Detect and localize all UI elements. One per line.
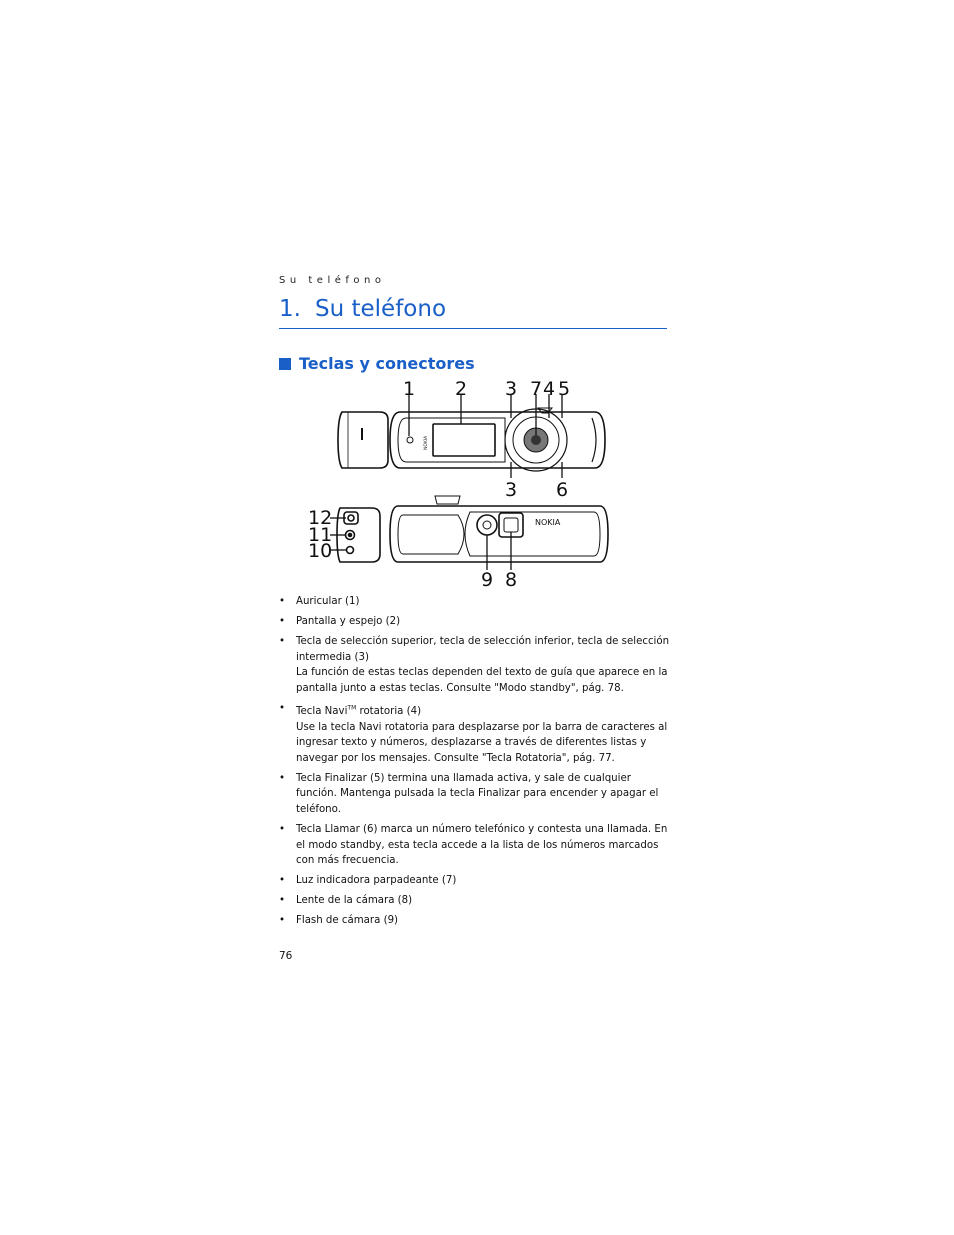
section-title	[279, 354, 475, 373]
callout-lines	[330, 394, 562, 570]
running-header: Su teléfono	[279, 275, 386, 286]
list-item	[279, 913, 674, 929]
list-item	[279, 822, 674, 869]
section-square-icon	[279, 358, 291, 370]
trademark-sup: TM	[347, 704, 357, 712]
callout-3-top: 3	[505, 378, 518, 400]
item-label-post: rotatoria (4)	[356, 706, 422, 718]
item-label: Luz indicadora parpadeante (7)	[296, 875, 457, 887]
item-label: Tecla Llamar (6) marca un número telefónico y contesta una llamada. En el modo standby, esta tecla accede a la lista de los números marcados con más frecuencia.	[296, 824, 668, 867]
callout-7: 7	[530, 378, 543, 400]
item-label-pre: Tecla Navi	[296, 706, 348, 718]
chapter-divider	[279, 328, 667, 329]
callout-4: 4	[543, 378, 556, 400]
item-label: Pantalla y espejo (2)	[296, 615, 401, 627]
phone-diagram	[300, 372, 630, 594]
phone-side-view	[338, 412, 388, 468]
brand-text-back: NOKIA	[535, 518, 561, 527]
phone-front-view	[390, 408, 605, 471]
list-item	[279, 771, 674, 818]
callout-1: 1	[403, 378, 416, 400]
callout-8: 8	[505, 569, 518, 591]
item-label: Flash de cámara (9)	[296, 915, 399, 927]
item-label	[296, 706, 421, 717]
callout-6: 6	[556, 479, 569, 501]
list-item	[279, 701, 674, 767]
item-description: La función de estas teclas dependen del texto de guía que aparece en la pantalla junto a estas teclas. Consulte "Modo standby", pág. 78.	[296, 667, 668, 694]
callout-10: 10	[308, 540, 333, 562]
brand-text-front: NOKIA	[424, 435, 429, 450]
chapter-title	[279, 296, 446, 322]
list-item	[279, 873, 674, 889]
callout-3-bottom: 3	[505, 479, 518, 501]
callout-11: 11	[308, 524, 333, 546]
item-label: Lente de la cámara (8)	[296, 895, 413, 907]
list-item	[279, 893, 674, 909]
callout-5: 5	[558, 378, 571, 400]
item-label: Tecla Finalizar (5) termina una llamada activa, y sale de cualquier función. Mantenga pulsada la tecla Finalizar para encender y apagar el teléfono.	[296, 772, 659, 816]
chapter-number: 1.	[279, 296, 301, 322]
item-description: Use la tecla Navi rotatoria para desplazarse por la barra de caracteres al ingresar texto y números, desplazarse a través de diferentes listas y navegar por los mensajes. Consulte "Tecla Rotatoria", pág. 77.	[296, 721, 668, 764]
list-item	[279, 634, 674, 696]
phone-back-view	[390, 496, 608, 562]
callout-2: 2	[455, 378, 468, 400]
chapter-title-text: Su teléfono	[315, 296, 447, 322]
list-item	[279, 594, 674, 610]
page-number: 76	[279, 950, 293, 962]
list-item	[279, 614, 674, 630]
section-title-text: Teclas y conectores	[299, 354, 475, 373]
keys-list	[279, 594, 674, 933]
callout-9: 9	[481, 569, 494, 591]
callout-12: 12	[308, 507, 333, 529]
item-label: Tecla de selección superior, tecla de selección inferior, tecla de selección intermedia (3)	[296, 635, 670, 663]
item-label: Auricular (1)	[296, 596, 360, 607]
